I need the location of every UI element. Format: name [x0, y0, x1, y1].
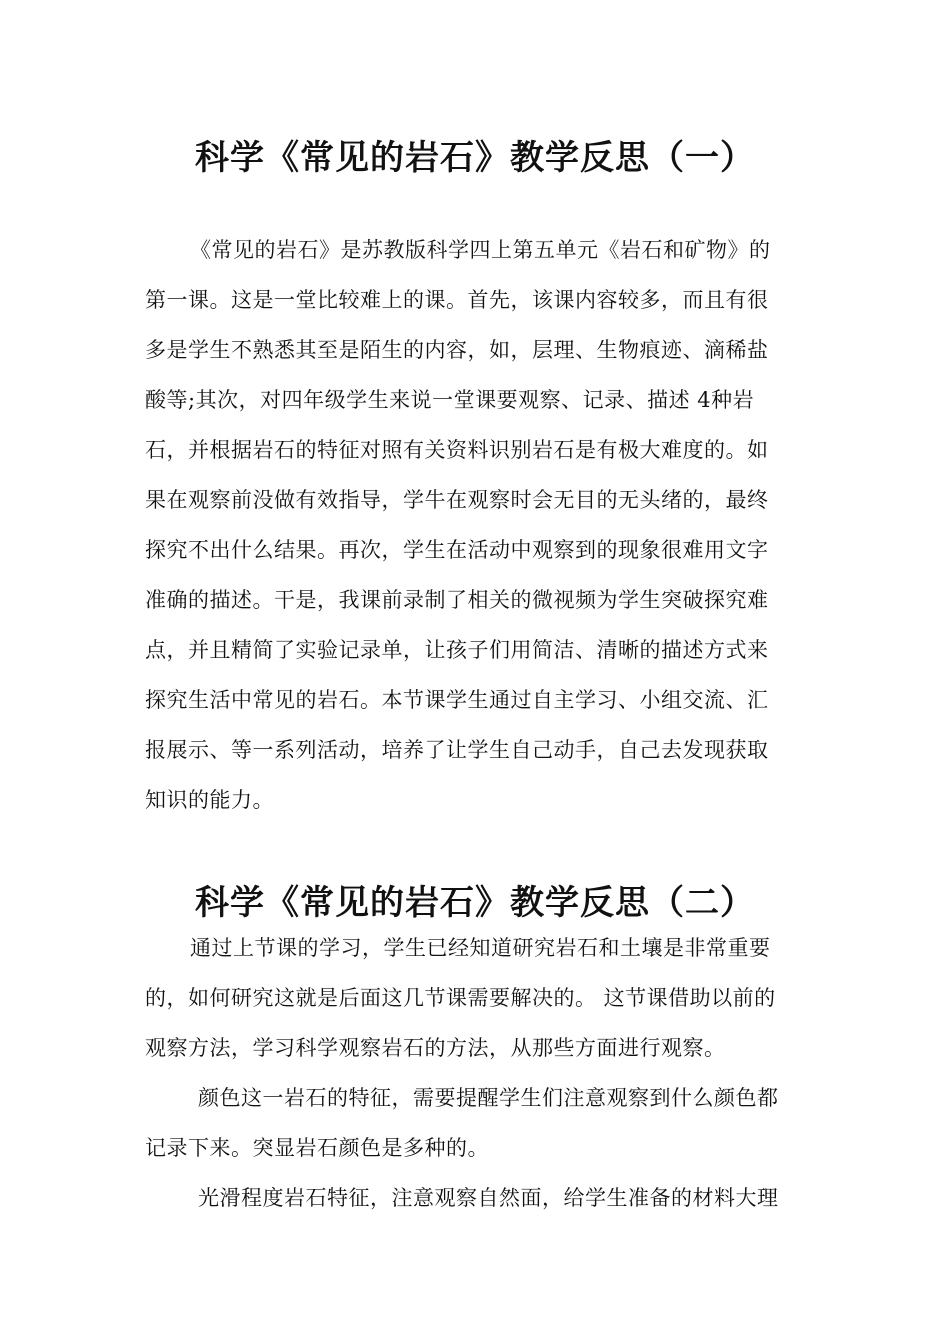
section-1-line: 《常见的岩石》是苏教版科学四上第五单元《岩石和矿物》的 [190, 238, 771, 262]
section-1-line: 报展示、等一系列活动，培养了让学生自己动手，自己去发现获取 [145, 738, 769, 762]
section-2-line: 观察方法，学习科学观察岩石的方法，从那些方面进行观察。 [145, 1036, 726, 1060]
section-1-line: 准确的描述。干是，我课前录制了相关的微视频为学生突破探究难 [145, 588, 769, 612]
section-1-title: 科学《常见的岩石》教学反思（一） [195, 138, 755, 178]
section-1-line: 探究不出什么结果。再次，学生在活动中观察到的现象很难用文字 [145, 538, 769, 562]
section-1-line: 第一课。这是一堂比较难上的课。首先，该课内容较多，而且有很 [145, 288, 769, 312]
section-1-line: 知识的能力。 [145, 788, 274, 812]
section-2-title: 科学《常见的岩石》教学反思（二） [195, 883, 755, 923]
section-1-line: 多是学生不熟悉其至是陌生的内容，如，层理、生物痕迹、滴稀盐 [145, 338, 769, 362]
section-2-line: 记录下来。突显岩石颜色是多种的。 [145, 1136, 489, 1160]
section-1-line: 石，并根据岩石的特征对照有关资料识别岩石是有极大难度的。如 [145, 438, 769, 462]
section-2-line: 的，如何研究这就是后面这几节课需要解决的。 这节课借助以前的 [145, 986, 776, 1010]
section-2-line: 光滑程度岩石特征，注意观察自然面，给学生准备的材料大理 [198, 1186, 779, 1210]
section-1-line: 探究生活中常见的岩石。本节课学生通过自主学习、小组交流、汇 [145, 688, 769, 712]
section-2-line: 通过上节课的学习，学生已经知道研究岩石和土壤是非常重要 [190, 936, 771, 960]
section-1-line: 果在观察前没做有效指导，学牛在观察时会无目的无头绪的，最终 [145, 488, 769, 512]
section-1-line: 酸等;其次，对四年级学生来说一堂课要观察、记录、描述 4种岩 [145, 388, 755, 412]
section-2-line: 颜色这一岩石的特征，需要提醒学生们注意观察到什么颜色都 [198, 1086, 779, 1110]
section-1-line: 点，并且精简了实验记录单，让孩子们用简洁、清晰的描述方式来 [145, 638, 769, 662]
